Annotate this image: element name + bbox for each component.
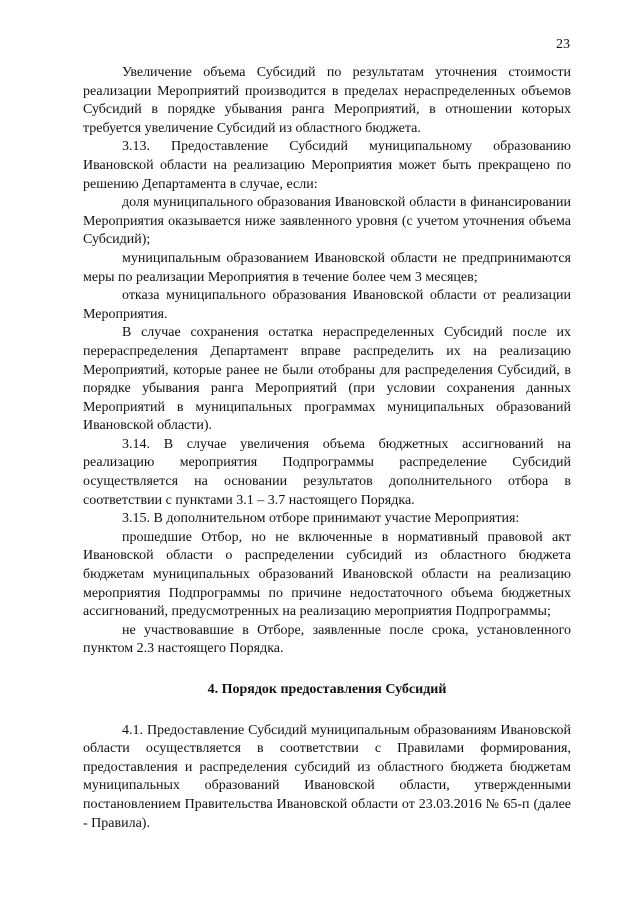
paragraph: муниципальным образованием Ивановской области не предпринимаются меры по реализации Мероприятия в течение более чем 3 месяцев;: [83, 250, 571, 285]
paragraph: прошедшие Отбор, но не включенные в нормативный правовой акт Ивановской области о распределении субсидий из областного бюджета бюджетам муниципальных образований Ивановской области на реализацию мероприятия Подпрограммы по причине недостаточного объема бюджетных ассигнований, предусмотренных на реализацию мероприятия Подпрограммы;: [83, 529, 571, 620]
paragraph: В случае сохранения остатка нераспределенных Субсидий после их перераспределения Департамент вправе распределить их на реализацию Мероприятий, которые ранее не были отобраны для распределения Субсидий, в порядке убывания ранга Мероприятий (при условии сохранения данных Мероприятий в муниципальных программах муниципальных образований Ивановской области).: [83, 325, 571, 434]
paragraph: 4.1. Предоставление Субсидий муниципальным образованиям Ивановской области осуществляется в соответствии с Правилами формирования, предоставления и распределения субсидий из областного бюджета бюджетам муниципальных образований Ивановской области, утвержденными постановлением Правительства Ивановской области от 23.03.2016 № 65-п (далее - Правила).: [83, 722, 571, 831]
paragraph: доля муниципального образования Ивановской области в финансировании Мероприятия оказывается ниже заявленного уровня (с учетом уточнения объема Субсидий);: [83, 195, 571, 248]
section-heading: 4. Порядок предоставления Субсидий: [207, 682, 447, 697]
document-body: [83, 64, 571, 833]
paragraph: 3.14. В случае увеличения объема бюджетных ассигнований на реализацию мероприятия Подпрограммы распределение Субсидий осуществляется на основании результатов дополнительного отбора в соответствии с пунктами 3.1 – 3.7 настоящего Порядка.: [83, 436, 571, 508]
paragraph: 3.15. В дополнительном отборе принимают участие Мероприятия:: [122, 511, 520, 527]
paragraph: Увеличение объема Субсидий по результатам уточнения стоимости реализации Мероприятий производится в пределах нераспределенных объемов Субсидий в порядке убывания ранга Мероприятий, в отношении которых требуется увеличение Субсидий из областного бюджета.: [83, 65, 571, 136]
page-number: 23: [556, 37, 570, 52]
paragraph: 3.13. Предоставление Субсидий муниципальному образованию Ивановской области на реализацию Мероприятия может быть прекращено по решению Департамента в случае, если:: [83, 139, 571, 192]
paragraph: не участвовавшие в Отборе, заявленные после срока, установленного пунктом 2.3 настоящего Порядка.: [83, 622, 571, 657]
paragraph: отказа муниципального образования Ивановской области от реализации Мероприятия.: [83, 288, 571, 322]
